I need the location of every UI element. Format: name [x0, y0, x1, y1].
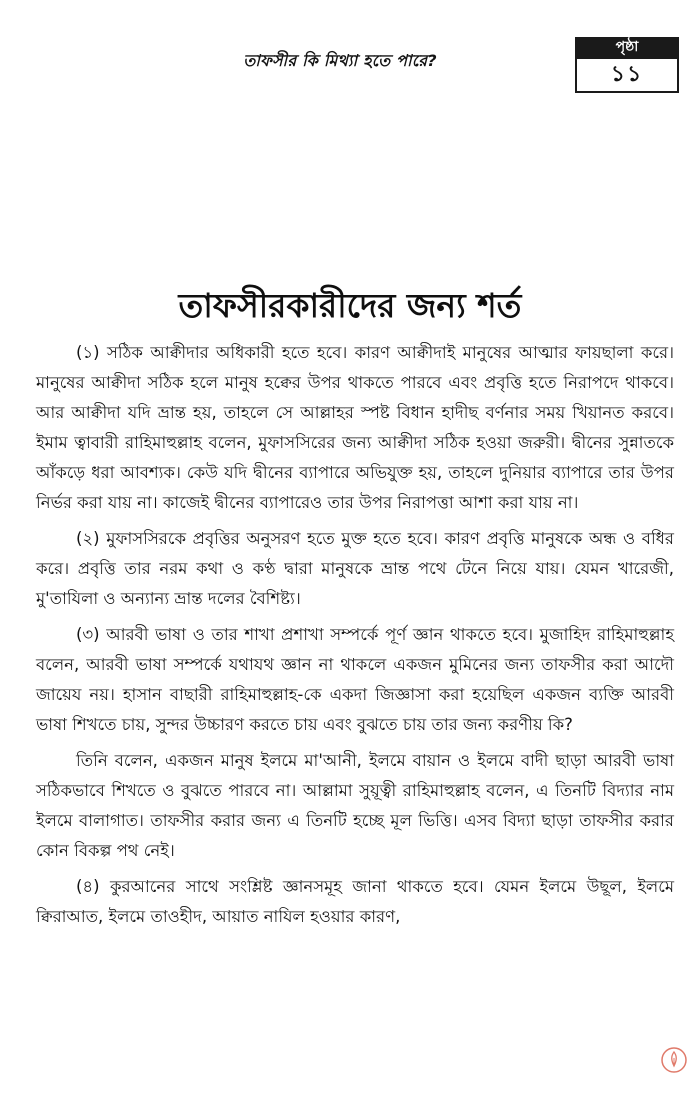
page-number: ১১ [575, 57, 679, 93]
paragraph-4: তিনি বলেন, একজন মানুষ ইলমে মা'আনী, ইলমে বায়ান ও ইলমে বাদী ছাড়া আরবী ভাষা সঠিকভাবে শিখতে ও বুঝতে পারবে না। আল্লামা সুয়ূত্বী রাহিমাহুল্লাহ বলেন, এ তিনটি বিদ্যার নাম ইলমে বালাগাত। তাফসীর করার জন্য এ তিনটি হচ্ছে মূল ভিত্তি। এসব বিদ্যা ছাড়া তাফসীর করার কোন বিকল্প পথ নেই। [36, 751, 674, 860]
running-title: তাফসীর কি মিথ্যা হতে পারে? [243, 51, 437, 70]
section-heading: তাফসীরকারীদের জন্য শর্ত [178, 286, 522, 325]
pen-nib-icon [660, 1046, 688, 1074]
paragraph-2: (২) মুফাসসিরকে প্রবৃত্তির অনুসরণ হতে মুক্ত হতে হবে। কারণ প্রবৃত্তি মানুষকে অন্ধ ও বধির করে। প্রবৃত্তি তার নরম কথা ও কণ্ঠ দ্বারা মানুষকে ভ্রান্ত পথে টেনে নিয়ে যায়। যেমন খারেজী, মু'তাযিলা ও অন্যান্য ভ্রান্ত দলের বৈশিষ্ট্য। [36, 529, 674, 608]
paragraph-1: (১) সঠিক আক্বীদার অধিকারী হতে হবে। কারণ আক্বীদাই মানুষের আত্মার ফায়ছালা করে। মানুষের আক্বীদা সঠিক হলে মানুষ হক্বের উপর থাকতে পারবে এবং প্রবৃত্তি হতে নিরাপদে থাকবে। আর আক্বীদা যদি ভ্রান্ত হয়, তাহলে সে আল্লাহর স্পষ্ট বিধান হাদীছ বর্ণনার সময় খিয়ানত করবে। ইমাম ত্বাবারী রাহিমাহুল্লাহ বলেন, মুফাসসিরের জন্য আক্বীদা সঠিক হওয়া জরুরী। দ্বীনের সুন্নাতকে আঁকড়ে ধরা আবশ্যক। কেউ যদি দ্বীনের ব্যাপারে অভিযুক্ত হয়, তাহলে দুনিয়ার ব্যাপারে তার উপর নির্ভর করা যায় না। কাজেই দ্বীনের ব্যাপারেও তার উপর নিরাপত্তা আশা করা যায় না। [36, 343, 674, 512]
paragraph-5: (৪) কুরআনের সাথে সংশ্লিষ্ট জ্ঞানসমূহ জানা থাকতে হবে। যেমন ইলমে উছূল, ইলমে ক্বিরাআত, ইলমে তাওহীদ, আয়াত নাযিল হওয়ার কারণ, [36, 877, 674, 926]
paragraph-3: (৩) আরবী ভাষা ও তার শাখা প্রশাখা সম্পর্কে পূর্ণ জ্ঞান থাকতে হবে। মুজাহিদ রাহিমাহুল্লাহ বলেন, আরবী ভাষা সম্পর্কে যথাযথ জ্ঞান না থাকলে একজন মুমিনের জন্য তাফসীর করা আদৌ জায়েয নয়। হাসান বাছারী রাহিমাহুল্লাহ-কে একদা জিজ্ঞাসা করা হয়েছিল একজন ব্যক্তি আরবী ভাষা শিখতে চায়, সুন্দর উচ্চারণ করতে চায় এবং বুঝতে চায় তার জন্য করণীয় কি? [36, 625, 674, 734]
page-label: পৃষ্ঠা [575, 37, 679, 57]
body-text [36, 338, 674, 938]
